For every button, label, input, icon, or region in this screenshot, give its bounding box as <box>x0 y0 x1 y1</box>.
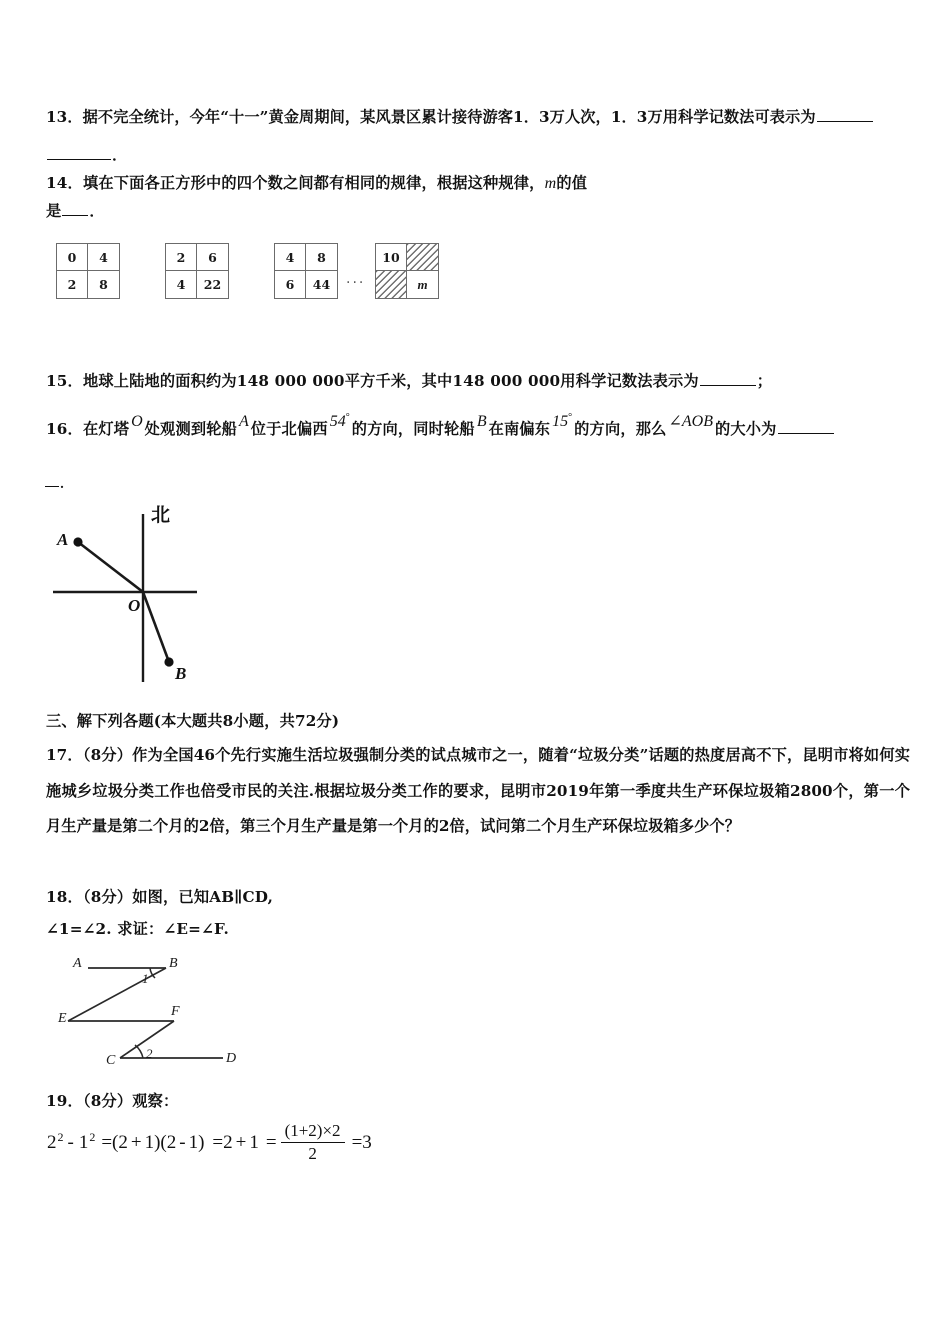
north-label: 北 <box>151 504 171 526</box>
grid-cell-m: m <box>417 276 428 292</box>
q19-expression <box>46 1122 373 1164</box>
q18-number: 18． <box>46 888 83 906</box>
q16-seg7: 的大小为 <box>715 420 777 438</box>
expr-eq-1: =(2 <box>101 1132 128 1154</box>
question-16 <box>46 412 835 441</box>
q17-text: 作为全国46个先行实施生活垃圾强制分类的试点城市之一，随着“垃圾分类”话题的热度居高不下，昆明市将如何实施城乡垃圾分类工作也倍受市民的关注.根据垃圾分类工作的要求，昆明市2019年第一季度共生产环保垃圾箱2800个，第一个月生产量是第二个月的2倍，第三个月生产量是第一个月的2倍，试问第二个月生产环保垃圾箱多少个？ <box>46 746 911 836</box>
expr-eq-3: = <box>265 1132 277 1154</box>
q16-symbol-B: B <box>476 413 487 430</box>
q19-score: （8分） <box>82 1092 133 1110</box>
q13-text-tail: ． <box>112 146 128 164</box>
label-D: D <box>226 1051 237 1066</box>
q16-seg3: 位于北偏西 <box>250 420 328 438</box>
expr-mid-2: 1) <box>188 1132 205 1154</box>
q16-compass-figure <box>45 492 295 697</box>
expr-exp-2: 2 <box>89 1129 96 1144</box>
label-E: E <box>58 1011 67 1026</box>
q16-seg2: 处观测到轮船 <box>144 420 237 438</box>
fraction-numerator: (1+2)×2 <box>284 1121 341 1140</box>
point-B-marker <box>164 657 173 666</box>
q15-tail: ； <box>756 372 773 390</box>
grid-cell: 2 <box>166 244 197 271</box>
grid-cell: 4 <box>275 244 306 271</box>
expr-exp-1: 2 <box>57 1129 64 1144</box>
point-B-label: B <box>175 664 187 683</box>
ray-OA <box>78 542 143 592</box>
q19-number: 19． <box>46 1092 83 1110</box>
grid-ellipsis: ... <box>346 271 366 287</box>
q16-number: 16． <box>46 420 83 438</box>
expr-plus-2: + <box>235 1132 247 1154</box>
fraction-denominator: 2 <box>308 1143 317 1163</box>
grid-cell: 10 <box>376 244 407 271</box>
q15-text: 地球上陆地的面积约为148 000 000平方千米，其中148 000 000用科学记数法表示为 <box>82 372 699 390</box>
point-A-marker <box>73 537 82 546</box>
label-F: F <box>171 1004 180 1019</box>
q16-seg5: 在南偏东 <box>488 420 551 438</box>
q14-m-symbol: m <box>544 175 557 192</box>
grid-cell: 0 <box>57 244 88 271</box>
expr-plus-1: + <box>130 1132 142 1154</box>
question-18-line-2 <box>46 918 229 940</box>
number-square-3 <box>274 243 338 299</box>
q18-text-line2: ∠1=∠2. 求证：∠E=∠F. <box>46 920 229 938</box>
label-angle-1: 1 <box>142 971 149 986</box>
ray-OB <box>143 592 169 662</box>
expr-eq-4: =3 <box>351 1132 372 1154</box>
label-B: B <box>169 956 178 971</box>
question-19 <box>46 1090 178 1112</box>
origin-O-label: O <box>128 596 141 615</box>
q17-score: （8分） <box>82 746 133 764</box>
expr-eq-2: =2 <box>212 1132 233 1154</box>
point-A-label: A <box>57 530 69 549</box>
grid-cell: 8 <box>99 277 108 292</box>
q16-seg1: 在灯塔 <box>82 420 130 438</box>
grid-cell: 4 <box>88 244 119 271</box>
grid-cell: 44 <box>312 277 331 292</box>
q13-answer-blank-1[interactable] <box>817 107 873 122</box>
q16-symbol-O: O <box>131 413 143 430</box>
q16-seg4: 的方向，同时轮船 <box>351 420 475 438</box>
q16-symbol-angle-AOB: ∠AOB <box>668 413 714 430</box>
grid-cell: 22 <box>203 277 222 292</box>
q15-number: 15． <box>46 372 83 390</box>
question-13 <box>46 98 908 174</box>
question-17 <box>46 738 910 845</box>
q16-tail: ． <box>60 476 74 492</box>
q19-prompt: 观察： <box>132 1092 179 1110</box>
q16-answer-blank-2[interactable] <box>45 474 59 487</box>
label-A: A <box>73 956 82 971</box>
grid-cell-hatched <box>407 244 438 271</box>
grid-cell: 6 <box>275 271 306 298</box>
q13-number: 13． <box>46 108 83 126</box>
q16-answer-blank-1[interactable] <box>778 419 834 434</box>
q13-text: 据不完全统计，今年“十一”黄金周期间，某风景区累计接待游客1．3万人次，1．3万用科学记数法可表示为 <box>82 108 816 126</box>
q16-angle-54: 54° <box>329 412 350 430</box>
number-square-4 <box>375 243 439 299</box>
q14-number: 14． <box>46 174 83 192</box>
label-angle-2: 2 <box>146 1046 153 1061</box>
q14-grid-figure <box>52 243 452 305</box>
expr-minus-2: - <box>179 1132 186 1154</box>
expr-base-2: 1 <box>78 1132 89 1154</box>
segment-BE <box>68 968 166 1021</box>
q14-prefix: 是 <box>46 202 62 220</box>
grid-cell: 2 <box>57 271 88 298</box>
expr-mid-1: 1)(2 <box>144 1132 177 1154</box>
number-square-2 <box>165 243 229 299</box>
q18-score: （8分） <box>82 888 133 906</box>
number-square-1 <box>56 243 120 299</box>
q18-zigzag-figure <box>58 948 298 1083</box>
section-header-three <box>46 710 339 732</box>
grid-cell: 8 <box>306 244 337 271</box>
q17-number: 17． <box>46 746 83 764</box>
q14-answer-blank[interactable] <box>62 201 88 216</box>
q16-seg6: 的方向，那么 <box>574 420 667 438</box>
q16-angle-15: 15° <box>552 412 573 430</box>
expr-minus-1: - <box>67 1132 74 1154</box>
question-15 <box>46 370 772 392</box>
expr-base-1: 2 <box>47 1132 57 1154</box>
grid-cell: 4 <box>166 271 197 298</box>
expr-one: 1 <box>249 1132 259 1154</box>
question-14-line-2 <box>46 200 105 222</box>
q14-suffix: ． <box>89 202 105 220</box>
grid-cell: 6 <box>197 244 228 271</box>
label-C: C <box>106 1053 116 1068</box>
q15-answer-blank[interactable] <box>700 371 756 386</box>
section-header-text: 三、解下列各题(本大题共8小题，共72分) <box>46 712 340 730</box>
question-14-line-1 <box>46 172 587 195</box>
angle-2-arc <box>135 1045 143 1058</box>
q16-symbol-A: A <box>239 413 249 430</box>
expr-fraction <box>281 1121 345 1163</box>
q18-text-line1: 如图，已知AB∥CD, <box>132 888 274 906</box>
q14-text-tail: 的值 <box>556 174 588 192</box>
q13-answer-blank-2[interactable] <box>47 145 111 160</box>
question-18-line-1 <box>46 886 273 908</box>
grid-cell-hatched <box>376 271 407 298</box>
q14-text: 填在下面各正方形中的四个数之间都有相同的规律，根据这种规律， <box>82 174 545 192</box>
